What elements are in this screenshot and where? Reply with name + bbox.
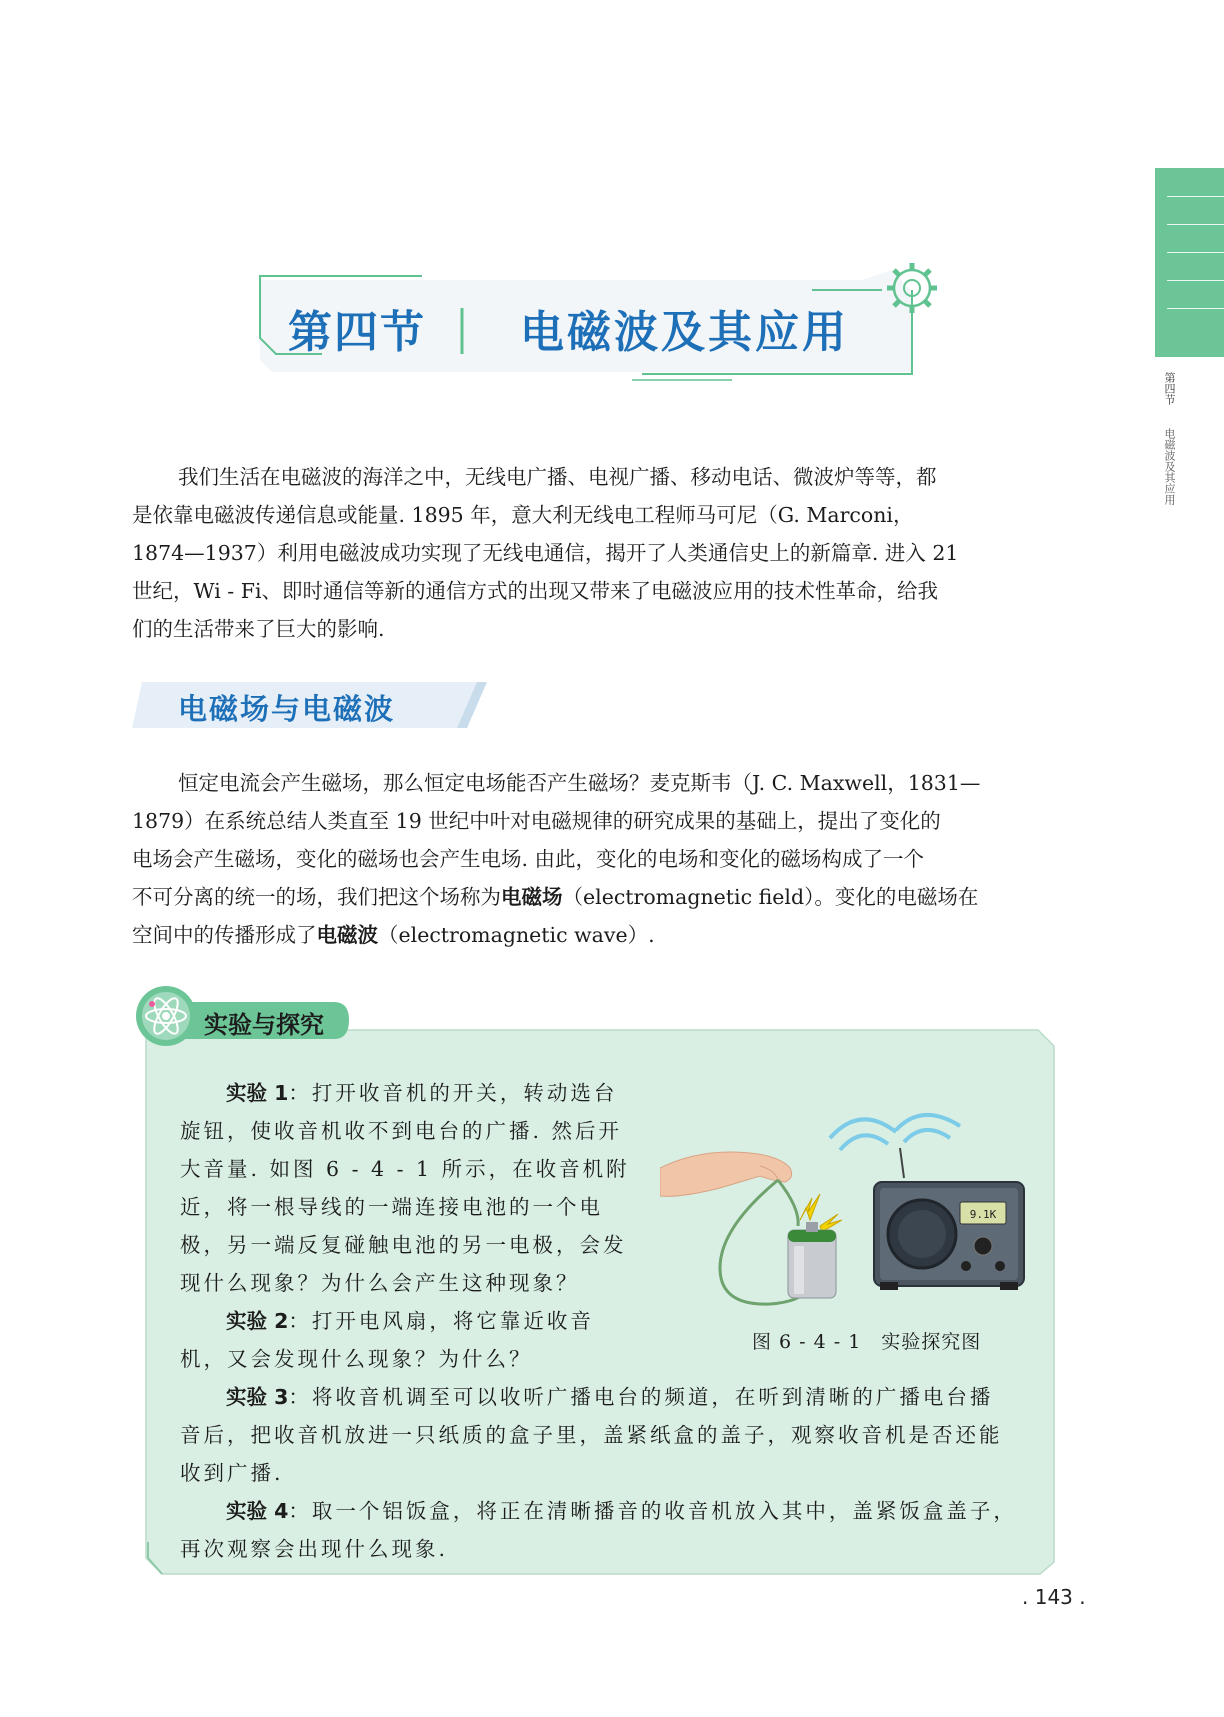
body-line: 不可分离的统一的场，我们把这个场称为电磁场（electromagnetic field）。变化的电磁场在 — [132, 885, 979, 909]
gear-icon — [887, 263, 937, 313]
body-line: 1879）在系统总结人类直至 19 世纪中叶对电磁规律的研究成果的基础上，提出了变化的 — [132, 809, 941, 833]
intro-line: 我们生活在电磁波的海洋之中，无线电广播、电视广播、移动电话、微波炉等等，都 — [178, 465, 937, 489]
hand-illustration — [660, 1152, 792, 1196]
experiment-3-line: 音后，把收音机放进一只纸质的盒子里，盖紧纸盒的盖子，观察收音机是否还能 — [180, 1423, 1003, 1447]
experiment-4-line: 实验 4：取一个铝饭盒，将正在清晰播音的收音机放入其中，盖紧饭盒盖子， — [226, 1499, 1017, 1523]
body-line: 空间中的传播形成了电磁波（electromagnetic wave）. — [132, 923, 655, 947]
page-number: . 143 . — [1022, 1585, 1086, 1609]
body-line: 电场会产生磁场，变化的磁场也会产生电场. 由此，变化的电场和变化的磁场构成了一个 — [132, 847, 925, 871]
experiment-badge-label: 实验与探究 — [204, 1011, 324, 1039]
experiment-3-line: 实验 3：将收音机调至可以收听广播电台的频道，在听到清晰的广播电台播 — [226, 1385, 994, 1409]
figure-caption: 图 6 - 4 - 1 实验探究图 — [752, 1331, 982, 1353]
keyword-electromagnetic-field: 电磁场 — [501, 885, 563, 909]
experiment-1-line: 近，将一根导线的一端连接电池的一个电 — [180, 1195, 603, 1219]
section-number: 第四节 — [288, 307, 426, 358]
chapter-side-tab — [1155, 168, 1224, 357]
intro-line: 们的生活带来了巨大的影响. — [132, 617, 385, 641]
experiment-3-line: 收到广播. — [180, 1461, 284, 1485]
intro-line: 1874—1937）利用电磁波成功实现了无线电通信，揭开了人类通信史上的新篇章. 进入 21 — [132, 541, 959, 565]
experiment-2-line: 实验 2：打开电风扇，将它靠近收音 — [226, 1309, 594, 1333]
experiment-2-label: 实验 2 — [226, 1309, 289, 1333]
experiment-1-line: 旋钮，使收音机收不到电台的广播. 然后开 — [180, 1119, 623, 1143]
experiment-1-line: 大音量. 如图 6 - 4 - 1 所示，在收音机附 — [180, 1157, 630, 1181]
body-line: 恒定电流会产生磁场，那么恒定电场能否产生磁场？麦克斯韦（J. C. Maxwell，1831— — [178, 771, 981, 795]
side-tab-title: 电磁波及其应用 — [1163, 428, 1176, 505]
intro-line: 世纪，Wi - Fi、即时通信等新的通信方式的出现又带来了电磁波应用的技术性革命，给我 — [132, 579, 939, 603]
experiment-1-label: 实验 1 — [226, 1081, 289, 1105]
experiment-1-line: 极，另一端反复碰触电池的另一电极，会发 — [180, 1233, 627, 1257]
intro-paragraph — [132, 458, 1070, 648]
experiment-4-line: 再次观察会出现什么现象. — [180, 1537, 449, 1561]
experiment-figure — [660, 1108, 1040, 1308]
experiment-1-line: 实验 1：打开收音机的开关，转动选台 — [226, 1081, 618, 1105]
body-paragraph — [132, 764, 1070, 954]
keyword-electromagnetic-wave: 电磁波 — [316, 923, 378, 947]
experiment-2-line: 机，又会发现什么现象？为什么？ — [180, 1347, 533, 1371]
subsection-title: 电磁场与电磁波 — [178, 692, 396, 726]
experiment-3-label: 实验 3 — [226, 1385, 289, 1409]
battery-illustration — [788, 1222, 836, 1298]
experiment-4-label: 实验 4 — [226, 1499, 289, 1523]
radio-waves-icon — [830, 1115, 960, 1150]
intro-line: 是依靠电磁波传递信息或能量. 1895 年，意大利无线电工程师马可尼（G. Marconi， — [132, 503, 914, 527]
experiment-1-line: 现什么现象？为什么会产生这种现象？ — [180, 1271, 580, 1295]
side-tab-section: 第四节 — [1163, 372, 1176, 405]
section-title: 电磁波及其应用 — [520, 307, 849, 358]
radio-display: 9.1K — [969, 1208, 997, 1221]
radio-illustration — [874, 1148, 1024, 1290]
